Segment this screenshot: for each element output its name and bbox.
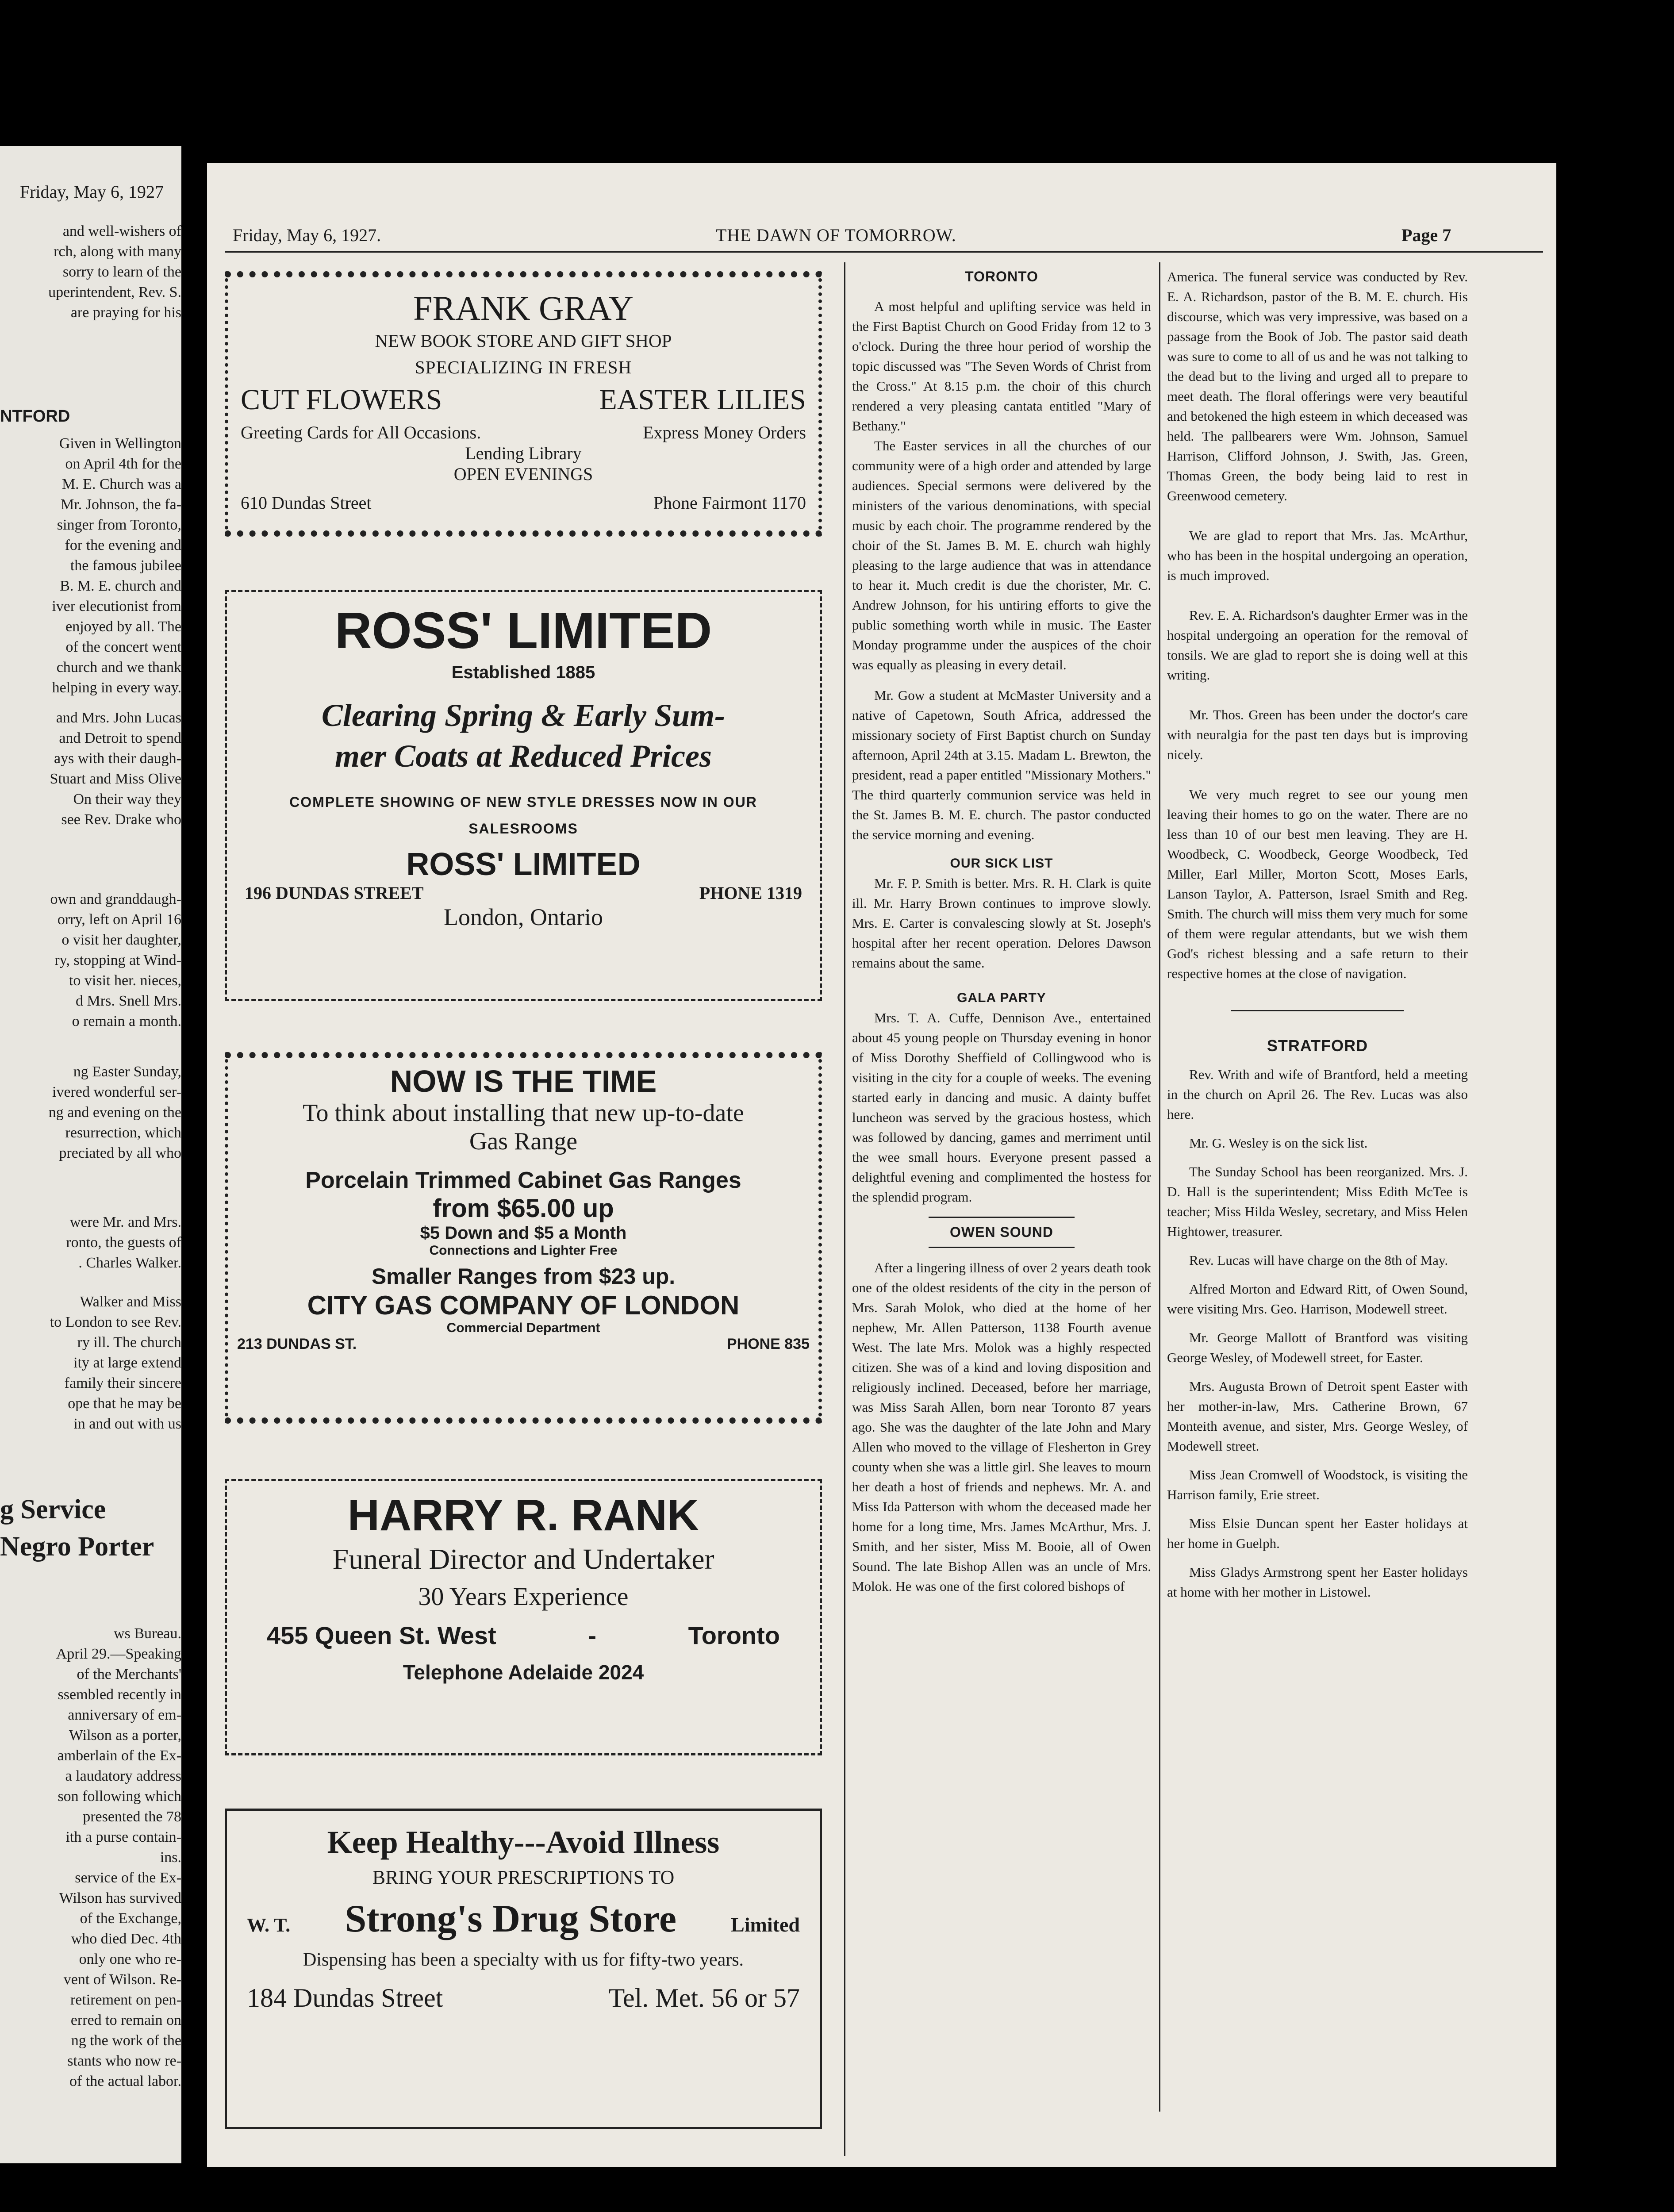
news-item: Mr. G. Wesley is on the sick list. — [1189, 1135, 1368, 1151]
ad-harry-rank — [225, 1479, 822, 1755]
heading-stratford: STRATFORD — [1267, 1037, 1368, 1055]
previous-page-line: sorry to learn of the — [62, 264, 181, 280]
ad-gas-smaller-ranges: Smaller Ranges from $23 up. — [371, 1264, 676, 1289]
previous-page-date: Friday, May 6, 1927 — [19, 182, 164, 202]
ad-gray-easter-lilies: EASTER LILIES — [599, 384, 806, 416]
news-item: We very much regret to see our young men leaving their homes to go on the water. There are no less than 10 of our best men leaving. They are H. Woodbeck, C. Woodbeck, George Woodbeck, Ted Miller, Earl Miller, Morton Scott, Moses Earls, Lanson Taylor, A. Patterson, Israel Smith and Reg. Smith. The church will miss them very much for some of them were regular attendants, but we wish them God's richest blessing and a safe return to their respective homes at the close of navigation. — [1167, 787, 1468, 981]
previous-page-line: are praying for his — [70, 304, 181, 321]
ad-gray-phone: Phone Fairmont 1170 — [653, 493, 806, 513]
header-date: Friday, May 6, 1927. — [233, 225, 381, 245]
ad-gas-line1: To think about installing that new up-to-date — [303, 1099, 744, 1127]
previous-page-line: o remain a month. — [72, 1013, 181, 1029]
article-gala-party: Mrs. T. A. Cuffe, Dennison Ave., entertained about 45 young people on Thursday evening in honor of Miss Dorothy Sheffield of Collingwood who is visiting in the city for a couple of weeks. The evening started early in dancing and music. A dainty buffet luncheon was served by the gracious hostess, which was followed by dancing, games and merriment until the wee small hours. Everyone present passed a delightful evening and complimented the hostess for the splendid program. — [852, 1010, 1151, 1205]
previous-page-line: who died Dec. 4th — [71, 1931, 181, 1947]
ad-rank-line1: Funeral Director and Undertaker — [332, 1543, 714, 1575]
previous-page-line: Stuart and Miss Olive — [50, 771, 181, 787]
previous-page-line: ronto, the guests of — [66, 1234, 181, 1251]
previous-page-line: April 29.—Speaking — [56, 1646, 181, 1662]
ad-gray-line2: SPECIALIZING IN FRESH — [415, 357, 632, 377]
news-item: Mr. Thos. Green has been under the doctor's care with neuralgia for the past ten days but is improving nicely. — [1167, 707, 1468, 762]
previous-page-line: for the evening and — [65, 537, 181, 553]
ad-rank-experience: 30 Years Experience — [418, 1582, 629, 1611]
previous-page-line: of the Merchants' — [77, 1666, 181, 1682]
news-item: We are glad to report that Mrs. Jas. McArthur, who has been in the hospital undergoing an operation, is much improved. — [1167, 528, 1468, 583]
ad-ross-phone: PHONE 1319 — [699, 883, 802, 903]
article-toronto-p1: A most helpful and uplifting service was held in the First Baptist Church on Good Friday from 12 to 3 o'clock. During the three hour period of worship the topic discussed was "The Seven Words of Christ from the Cross." At 8.15 p.m. the choir of this church rendered a very pleasing cantata entitled "Mary of Bethany." — [852, 299, 1151, 434]
previous-page-line: iver elecutionist from — [52, 598, 181, 614]
previous-page-heading-brantford: NTFORD — [0, 407, 70, 426]
previous-page-line: ith a purse contain- — [65, 1829, 181, 1845]
column-rule — [1159, 262, 1160, 2112]
previous-page-line: . Charles Walker. — [78, 1255, 181, 1271]
ad-gray-line1: NEW BOOK STORE AND GIFT SHOP — [375, 330, 672, 351]
previous-page-line: uperintendent, Rev. S. — [48, 284, 181, 300]
previous-page-line: ins. — [160, 1849, 181, 1866]
previous-page-line: ng and evening on the — [48, 1104, 181, 1121]
ad-ross-slogan: Clearing Spring & Early Sum- mer Coats at Reduced Prices — [321, 698, 726, 774]
previous-page-line: of the Exchange, — [80, 1910, 181, 1927]
ad-gas-phone: PHONE 835 — [726, 1336, 810, 1352]
previous-page-line: Mr. Johnson, the fa- — [61, 496, 181, 513]
column-right — [1167, 267, 1468, 1602]
previous-page-sliver — [0, 146, 181, 2163]
previous-page-line: stants who now re- — [67, 2053, 181, 2069]
previous-page-line: service of the Ex- — [75, 1870, 181, 1886]
column-middle — [852, 267, 1151, 1596]
previous-page-line: to London to see Rev. — [50, 1314, 181, 1330]
ad-city-gas — [225, 1052, 822, 1424]
previous-page-line: own and granddaugh- — [50, 891, 181, 907]
news-item: Mrs. Augusta Brown of Detroit spent Easter with her mother-in-law, Mrs. Catherine Brown, 67 Monteith avenue, and sister, Mrs. George Wesley, of Modewell street. — [1167, 1379, 1468, 1454]
ad-strong-dispensing: Dispensing has been a specialty with us for fifty-two years. — [303, 1950, 744, 1970]
previous-page-line: of the actual labor. — [69, 2073, 181, 2089]
ad-gray-open-evenings: OPEN EVENINGS — [453, 464, 593, 484]
heading-sick-list: OUR SICK LIST — [950, 856, 1053, 871]
ad-ross-established: Established 1885 — [451, 663, 595, 682]
previous-page-line: in and out with us — [73, 1416, 181, 1432]
ad-gas-department: Commercial Department — [446, 1321, 600, 1335]
previous-page-line: ays with their daugh- — [54, 750, 181, 767]
previous-page-line: vent of Wilson. Re- — [63, 1971, 181, 1988]
previous-page-line: of the concert went — [65, 639, 181, 655]
ad-gas-terms: $5 Down and $5 a Month — [420, 1223, 627, 1243]
ad-ross-name: ROSS' LIMITED — [334, 602, 712, 659]
previous-page-line: Wilson as a porter, — [69, 1727, 181, 1743]
heading-toronto: TORONTO — [965, 269, 1038, 284]
previous-page-line: o visit her daughter, — [61, 932, 181, 948]
previous-page-line: ity at large extend — [73, 1355, 181, 1371]
news-item: Rev. Lucas will have charge on the 8th of May. — [1189, 1252, 1448, 1268]
news-item: Alfred Morton and Edward Ritt, of Owen Sound, were visiting Mrs. Geo. Harrison, Modewell street. — [1167, 1281, 1468, 1317]
ad-strong-phone: Tel. Met. 56 or 57 — [608, 1983, 800, 2012]
ad-ross-city: London, Ontario — [444, 904, 603, 930]
ad-gray-name: FRANK GRAY — [413, 289, 634, 327]
ad-gas-address: 213 DUNDAS ST. — [237, 1336, 357, 1352]
ad-gas-line3: Porcelain Trimmed Cabinet Gas Ranges — [305, 1167, 741, 1193]
previous-page-line: amberlain of the Ex- — [57, 1747, 181, 1764]
previous-page-line: ws Bureau. — [114, 1625, 181, 1642]
ad-rank-phone: Telephone Adelaide 2024 — [403, 1661, 644, 1684]
previous-page-line: M. E. Church was a — [61, 476, 181, 492]
previous-page-line: anniversary of em- — [68, 1707, 181, 1723]
ad-ross-address: 196 DUNDAS STREET — [245, 883, 424, 903]
previous-page-line: church and we thank — [56, 659, 181, 676]
previous-page-line: ope that he may be — [68, 1395, 181, 1412]
ad-gray-money-orders: Express Money Orders — [643, 422, 806, 442]
previous-page-line: d Mrs. Snell Mrs. — [76, 993, 181, 1009]
previous-page-line: singer from Toronto, — [57, 517, 181, 533]
heading-owen-sound: OWEN SOUND — [950, 1224, 1053, 1240]
previous-page-line: resurrection, which — [65, 1125, 181, 1141]
news-item: Miss Jean Cromwell of Woodstock, is visiting the Harrison family, Erie street. — [1167, 1467, 1468, 1502]
ad-gas-headline: NOW IS THE TIME — [390, 1064, 657, 1098]
news-item: Rev. Writh and wife of Brantford, held a meeting in the church on April 26. The Rev. Lucas was also here. — [1167, 1067, 1468, 1122]
ad-rank-name: HARRY R. RANK — [347, 1490, 699, 1540]
ad-gray-library: Lending Library — [465, 443, 582, 463]
previous-page-line: Given in Wellington — [59, 435, 181, 452]
previous-page-line: presented the 78 — [83, 1809, 181, 1825]
previous-page-line: the famous jubilee — [70, 557, 181, 574]
header-rule — [225, 251, 1543, 253]
ad-gray-greeting-cards: Greeting Cards for All Occasions. — [241, 422, 481, 442]
ad-strong-line1: BRING YOUR PRESCRIPTIONS TO — [372, 1866, 675, 1888]
previous-page-line: preciated by all who — [59, 1145, 181, 1161]
previous-page-line: were Mr. and Mrs. — [69, 1214, 181, 1230]
previous-page-line: ssembled recently in — [58, 1686, 181, 1703]
previous-page-line: Wilson has survived — [59, 1890, 181, 1906]
news-item: Miss Elsie Duncan spent her Easter holidays at her home in Guelph. — [1167, 1516, 1468, 1551]
previous-page-line: see Rev. Drake who — [61, 811, 181, 828]
previous-page-line: Walker and Miss — [80, 1294, 181, 1310]
header-title: THE DAWN OF TOMORROW. — [716, 225, 956, 245]
news-item: Miss Gladys Armstrong spent her Easter holidays at home with her mother in Listowel. — [1167, 1564, 1468, 1600]
ad-strong-headline: Keep Healthy---Avoid Illness — [327, 1824, 720, 1860]
ad-frank-gray — [225, 271, 822, 537]
ad-ross-showing: COMPLETE SHOWING OF NEW STYLE DRESSES NOW IN OUR SALESROOMS — [289, 794, 757, 837]
previous-page-line: ry, stopping at Wind- — [54, 952, 181, 968]
previous-page-line: to visit her. nieces, — [69, 972, 181, 989]
ad-gas-line2: Gas Range — [469, 1128, 578, 1155]
ad-strong-suffix: Limited — [731, 1913, 800, 1936]
previous-page-line: enjoyed by all. The — [65, 618, 181, 635]
ad-rank-city: Toronto — [688, 1621, 780, 1649]
ad-rank-address: 455 Queen St. West — [267, 1621, 496, 1649]
header-page-number: Page 7 — [1401, 225, 1451, 245]
previous-page-line: On their way they — [73, 791, 181, 807]
previous-page-line: a laudatory address — [65, 1768, 181, 1784]
ad-strong-prefix: W. T. — [247, 1914, 291, 1936]
article-toronto-p2: The Easter services in all the churches of our community were of a high order and attended by large audiences. Special sermons were delivered by the ministers of the various denominations, with special music by each choir. The programme rendered by the choir of the St. James B. M. E. church wah highly pleasing to the large audience that was in attendance to hear it. Much credit is due the chorister, Mr. C. Andrew Johnson, for his untiring efforts to give the public something worth while in music. The Easter Monday programme under the auspices of the choir was equally as pleasing in every detail. — [852, 438, 1151, 672]
previous-page-line: orry, left on April 16 — [57, 911, 181, 928]
article-toronto-p3: Mr. Gow a student at McMaster University and a native of Capetown, South Africa, addressed the missionary society of First Baptist church on Sunday afternoon, April 24th at 3.15. Madam L. Brewton, the president, read a paper entitled "Missionary Mothers." The third quarterly communion service was held in the St. James B. M. E. church. The pastor conducted the service morning and evening. — [852, 687, 1151, 842]
ad-gas-price: from $65.00 up — [433, 1194, 614, 1223]
previous-page-line: helping in every way. — [52, 680, 181, 696]
article-owen-sound: After a lingering illness of over 2 years death took one of the oldest residents of the city in the person of Mrs. Sarah Molok, who died at the home of her nephew, Mr. Allen Patterson, 1138 Fourth avenue West. The late Mrs. Molok was a highly respected citizen. She was of a kind and loving disposition and religiously inclined. Deceased, before her marriage, was Miss Sarah Allen, born near Toronto 87 years ago. She was the daughter of the late John and Mary Allen who moved to the village of Flesherton in Grey county when she was a little girl. She leaves to mourn her death a host of friends and nephews. Mr. A. and Miss Ida Patterson with whom the deceased made her home for a long time, Mrs. James McArthur, Mrs. J. Smith, and her sister, Miss M. Booie, all of Owen Sound. The late Bishop Allen was an uncle of Mrs. Molok. He was one of the first colored bishops of — [852, 1260, 1151, 1594]
heading-gala-party: GALA PARTY — [957, 991, 1046, 1005]
previous-page-line: and well-wishers of — [62, 223, 181, 239]
news-item: Rev. E. A. Richardson's daughter Ermer was in the hospital undergoing an operation for the removal of tonsils. We are glad to report she is doing well at this writing. — [1167, 607, 1468, 683]
article-sick-list: Mr. F. P. Smith is better. Mrs. R. H. Clark is quite ill. Mr. Harry Brown continues to improve slowly. Mrs. E. Carter is convalescing slowly at St. Joseph's hospital after her recent operation. Delores Dawson remains about the same. — [852, 876, 1151, 971]
ad-strong-name: Strong's Drug Store — [345, 1897, 677, 1940]
previous-page-line: family their sincere — [64, 1375, 181, 1391]
ad-gray-cut-flowers: CUT FLOWERS — [241, 384, 442, 416]
previous-page-line: ng the work of the — [71, 2032, 181, 2049]
article-owen-sound-continued: America. The funeral service was conducted by Rev. E. A. Richardson, pastor of the B. M. E. church. His discourse, which was very impressive, was based on a passage from the Book of Job. The pastor said death was sure to come to all of us and he was not talking to the dead but to the living and urged all to prepare to meet death. The floral offerings were very beautiful and betokened the high esteem in which deceased was held. The pallbearers were Wm. Johnson, Samuel Harrison, Clifford Johnson, J. Swith, Jas. Green, Thomas Green, the body being laid to rest in Greenwood cemetery. — [1167, 269, 1468, 503]
previous-page-line: erred to remain on — [70, 2012, 181, 2028]
news-item: The Sunday School has been reorganized. Mrs. J. D. Hall is the superintendent; Miss Edith McTee is teacher; Miss Hilda Wesley, secretary, and Miss Helen Hightower, treasurer. — [1167, 1164, 1468, 1239]
previous-page-line: ng Easter Sunday, — [73, 1064, 181, 1080]
newspaper-page — [207, 163, 1556, 2167]
ad-gas-connections: Connections and Lighter Free — [429, 1243, 618, 1258]
ad-rank-dash: - — [588, 1621, 597, 1649]
previous-page-line: rch, along with many — [54, 243, 181, 260]
ad-strong-address: 184 Dundas Street — [247, 1983, 443, 2012]
previous-page-headline: g Service Negro Porter — [0, 1494, 154, 1562]
ad-gray-address: 610 Dundas Street — [241, 493, 372, 513]
previous-page-line: ry ill. The church — [77, 1334, 181, 1351]
previous-page-line: retirement on pen- — [70, 1992, 181, 2008]
news-item: Mr. George Mallott of Brantford was visiting George Wesley, of Modewell street, for Easter. — [1167, 1330, 1468, 1365]
previous-page-line: only one who re- — [79, 1951, 181, 1967]
ad-strongs-drug-store — [225, 1809, 822, 2129]
ad-ross-name-2: ROSS' LIMITED — [406, 847, 641, 882]
previous-page-line: on April 4th for the — [65, 456, 181, 472]
previous-page-line: and Detroit to spend — [59, 730, 181, 746]
previous-page-line: and Mrs. John Lucas — [56, 710, 181, 726]
previous-page-line: son following which — [58, 1788, 181, 1805]
ad-ross-limited — [225, 590, 822, 1001]
previous-page-line: ivered wonderful ser- — [52, 1084, 181, 1100]
column-rule — [844, 262, 845, 2156]
previous-page-line: B. M. E. church and — [60, 578, 181, 594]
ad-gas-company: CITY GAS COMPANY OF LONDON — [307, 1290, 740, 1320]
